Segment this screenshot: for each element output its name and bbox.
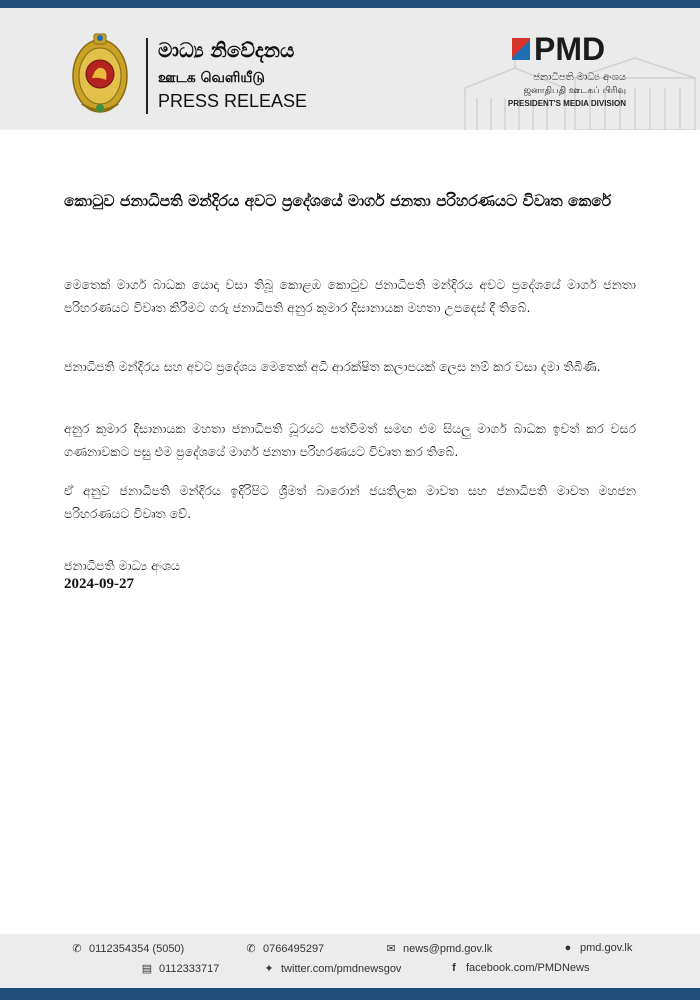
paragraph-2: ජනාධිපති මන්දිරය සහ අවට ප්‍රදේශය මෙතෙක් අධි ආරක්ෂිත කලාපයක් ලෙස නම් කර වසා දමා තිබිණි. [64, 359, 601, 374]
document-title: කොටුව ජනාධිපති මන්දිරය අවට ප්‍රදේශයේ මාර්ග ජනතා පරිහරණයට විවෘත කෙරේ [64, 192, 612, 210]
fax-icon: ▤ [141, 963, 153, 975]
press-release-title-sinhala: මාධ්‍ය නිවේදනය [158, 38, 295, 62]
sri-lanka-emblem-icon [70, 30, 130, 116]
footer-phone-1-text: 0112354354 (5050) [89, 942, 185, 955]
press-release-title-english: PRESS RELEASE [158, 91, 308, 111]
footer-facebook-text: facebook.com/PMDNews [466, 962, 590, 974]
phone-icon: ✆ [246, 943, 256, 955]
footer-email-text: news@pmd.gov.lk [403, 942, 493, 955]
division-name-tamil: ஜனாதிபதி ஊடகப் பிரிவு [523, 86, 626, 96]
footer-facebook[interactable] [447, 962, 590, 974]
release-date: 2024-09-27 [64, 576, 134, 592]
footer-phone-2[interactable] [244, 942, 324, 955]
footer-twitter-text: twitter.com/pmdnewsgov [281, 962, 402, 975]
pmd-logo [512, 32, 605, 66]
footer-fax-text: 0112333717 [159, 962, 220, 975]
footer-email[interactable] [384, 942, 492, 955]
division-name-english: PRESIDENT'S MEDIA DIVISION [507, 99, 626, 108]
footer-phone-2-text: 0766495297 [263, 942, 325, 955]
pmd-logo-mark-icon [512, 38, 530, 60]
letterhead [0, 8, 700, 130]
globe-icon: ● [564, 942, 572, 954]
footer-twitter[interactable] [262, 962, 401, 975]
header-divider [146, 38, 148, 114]
signature: ජනාධිපති මාධ්‍ය අංශය [64, 558, 180, 573]
paragraph-4: ඒ අනුව ජනාධිපති මන්දිරය ඉදිරිපිට ශ්‍රීමත් බාරොන් ජයතිලක මාවත සහ ජනාධිපති මාවත මහජන පරිහරණයට විවෘත වේ. [64, 483, 636, 521]
footer-fax[interactable] [140, 962, 219, 975]
bottom-bar [0, 988, 700, 1000]
top-bar [0, 0, 700, 8]
twitter-icon: ✦ [264, 963, 274, 975]
footer-website[interactable] [561, 942, 632, 954]
division-name-sinhala: ජනාධිපති මාධ්‍ය අංශය [533, 72, 626, 83]
footer-website-text: pmd.gov.lk [580, 942, 633, 954]
envelope-icon: ✉ [386, 943, 396, 955]
paragraph-3: අනුර කුමාර දිසානායක මහතා ජනාධිපති ධූරයට පත්වීමත් සමඟ එම සියලු මාර්ග බාධක ඉවත් කර වසර ගණනාවකට පසු එම ප්‍රදේශයේ මාර්ග ජනතා පරිහරණයට විවෘත කර තිබේ. [64, 421, 636, 459]
pmd-logo-text: PMD [534, 31, 606, 67]
paragraph-1: මෙතෙක් මාර්ග බාධක යොදා වසා තිබූ කොළඹ කොටුව ජනාධිපති මන්දිරය අවට ප්‍රදේශයේ මාර්ග ජනතා පරිහරණයට විවෘත කිරීමට ගරු ජනාධිපති අනුර කුමාර දිසානායක මහතා උපදෙස් දී තිබේ. [64, 277, 636, 315]
facebook-icon: f [452, 962, 456, 974]
press-release-title-tamil: ஊடக வெளியீடு [158, 70, 265, 86]
phone-icon: ✆ [72, 943, 82, 955]
footer-phone-1[interactable] [70, 942, 184, 955]
